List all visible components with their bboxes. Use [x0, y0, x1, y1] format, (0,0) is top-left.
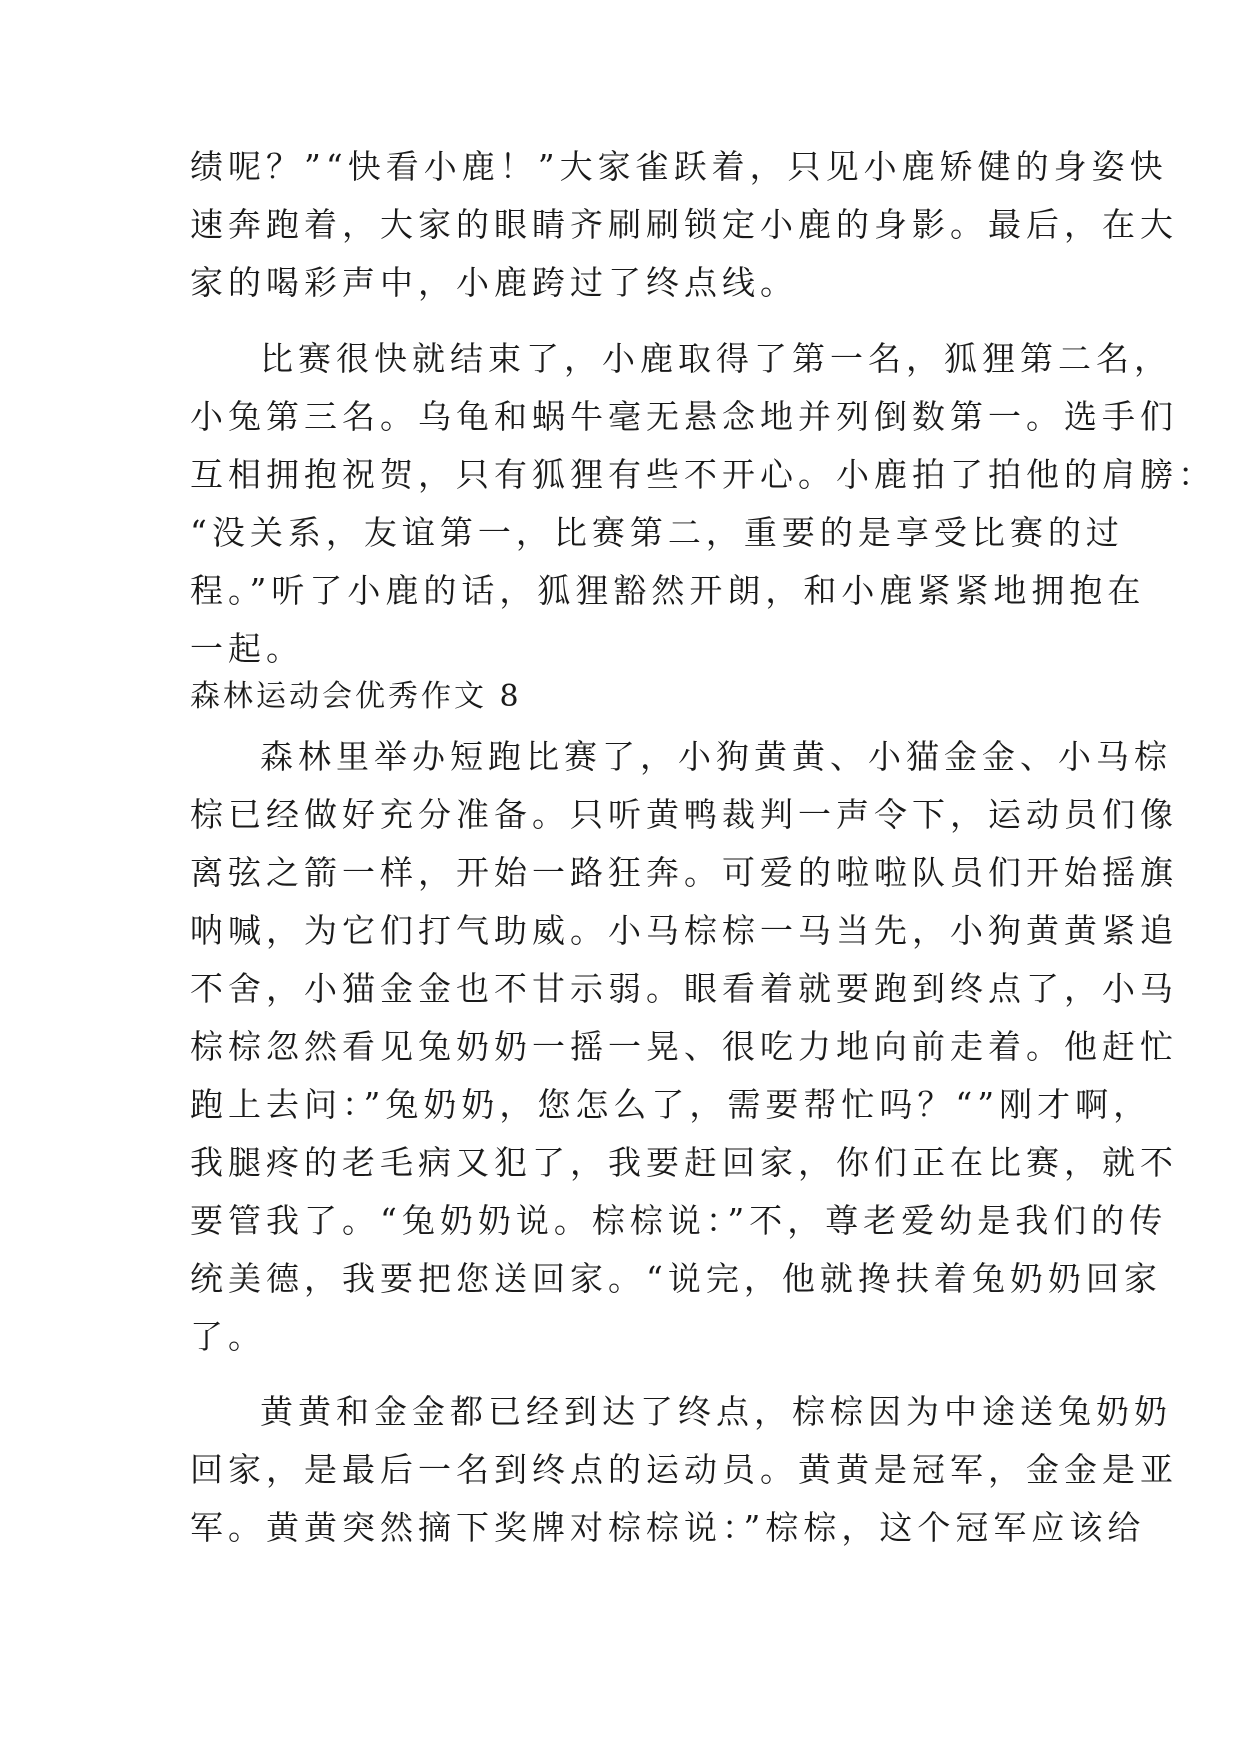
paragraph-line: 统美德，我要把您送回家。“说完，他就搀扶着兔奶奶回家 [190, 1259, 1162, 1298]
paragraph-line: 家的喝彩声中，小鹿跨过了终点线。 [190, 263, 798, 302]
paragraph-line: 一起。 [190, 629, 304, 668]
paragraph-line: 不舍，小猫金金也不甘示弱。眼看着就要跑到终点了，小马 [190, 969, 1178, 1008]
paragraph-line: 程。”听了小鹿的话，狐狸豁然开朗，和小鹿紧紧地拥抱在 [190, 571, 1146, 610]
paragraph-line: 小兔第三名。乌龟和蜗牛毫无悬念地并列倒数第一。选手们 [190, 397, 1178, 436]
paragraph-3 [190, 728, 1178, 1366]
paragraph-line: 军。黄黄突然摘下奖牌对棕棕说：”棕棕，这个冠军应该给 [190, 1508, 1146, 1547]
paragraph-line: 回家，是最后一名到终点的运动员。黄黄是冠军，金金是亚 [190, 1450, 1178, 1489]
paragraph-line: 我腿疼的老毛病又犯了，我要赶回家，你们正在比赛，就不 [190, 1143, 1178, 1182]
section-heading [190, 668, 1060, 726]
paragraph-2 [190, 330, 1216, 678]
paragraph-line: “没关系，友谊第一，比赛第二，重要的是享受比赛的过 [190, 513, 1124, 552]
paragraph-line: 棕已经做好充分准备。只听黄鸭裁判一声令下，运动员们像 [190, 795, 1178, 834]
paragraph-line: 绩呢？”“快看小鹿！”大家雀跃着，只见小鹿矫健的身姿快 [190, 147, 1168, 186]
paragraph-4 [190, 1383, 1178, 1557]
paragraph-line: 黄黄和金金都已经到达了终点，棕棕因为中途送兔奶奶 [260, 1392, 1172, 1431]
paragraph-line: 棕棕忽然看见兔奶奶一摇一晃、很吃力地向前走着。他赶忙 [190, 1027, 1178, 1066]
paragraph-line: 了。 [190, 1317, 266, 1356]
paragraph-line: 速奔跑着，大家的眼睛齐刷刷锁定小鹿的身影。最后，在大 [190, 205, 1178, 244]
paragraph-line: 森林里举办短跑比赛了，小狗黄黄、小猫金金、小马棕 [260, 737, 1172, 776]
paragraph-line: 要管我了。“兔奶奶说。棕棕说：”不，尊老爱幼是我们的传 [190, 1201, 1168, 1240]
paragraph-line: 呐喊，为它们打气助威。小马棕棕一马当先，小狗黄黄紧追 [190, 911, 1178, 950]
paragraph-line: 跑上去问：”兔奶奶，您怎么了，需要帮忙吗？“”刚才啊， [190, 1085, 1152, 1124]
heading-text: 森林运动会优秀作文 8 [190, 679, 522, 714]
paragraph-line: 互相拥抱祝贺，只有狐狸有些不开心。小鹿拍了拍他的肩膀： [190, 455, 1216, 494]
paragraph-line: 离弦之箭一样，开始一路狂奔。可爱的啦啦队员们开始摇旗 [190, 853, 1178, 892]
paragraph-line: 比赛很快就结束了，小鹿取得了第一名，狐狸第二名， [260, 339, 1172, 378]
paragraph-1 [190, 138, 1178, 312]
